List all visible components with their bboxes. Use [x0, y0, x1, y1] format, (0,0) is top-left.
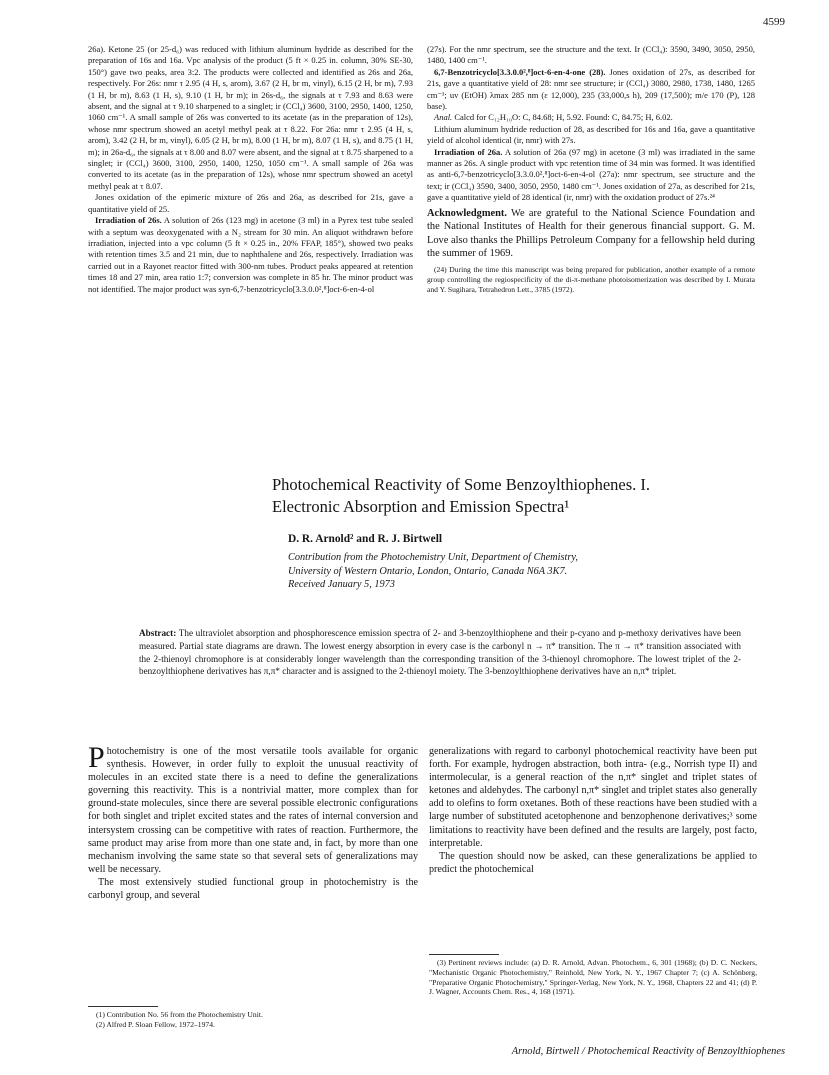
abstract-heading: Abstract:: [139, 628, 177, 638]
experimental-paragraph: (27s). For the nmr spectrum, see the structure and the text. Ir (CCl₄): 3590, 3490, 3050, 2950, 1480, 1400 cm⁻¹.: [427, 44, 755, 66]
body-paragraph: The question should now be asked, can these generalizations be applied to predict the photochemical: [429, 850, 757, 875]
page-number: 4599: [763, 16, 785, 28]
authors: D. R. Arnold² and R. J. Birtwell: [288, 533, 443, 545]
experimental-paragraph: Lithium aluminum hydride reduction of 28, as described for 16s and 16a, gave a quantitative yield of alcohol identical (ir, nmr) with 27s.: [427, 123, 755, 146]
body-right-column: [429, 745, 757, 876]
paragraph-heading: Irradiation of 26s.: [95, 215, 162, 226]
experimental-paragraph: [427, 67, 755, 113]
body-paragraph: [88, 741, 418, 876]
experimental-paragraph: [88, 215, 413, 295]
footnotes-right: [429, 954, 757, 997]
footnotes-left: [88, 1006, 418, 1030]
footnote-rule: [88, 1006, 158, 1007]
affiliation: [288, 551, 758, 592]
paragraph-text: Calcd for C₁₂H₁₀O: C, 84.68; H, 5.92. Found: C, 84.75; H, 6.02.: [454, 112, 673, 123]
experimental-paragraph: [427, 112, 755, 123]
title-line: Photochemical Reactivity of Some Benzoylthiophenes. I.: [272, 475, 651, 494]
affiliation-line: University of Western Ontario, London, Ontario, Canada N6A 3K7.: [288, 565, 568, 577]
title-line: Electronic Absorption and Emission Spectra¹: [272, 497, 570, 516]
acknowledgment-heading: Acknowledgment.: [427, 207, 507, 219]
footnote-24: (24) During the time this manuscript was being prepared for publication, another example of a remote group controlling the regiospecificity of the di-π-methane photoisomerization was described by I. Murata and Y. Sugihara, Tetrahedron Lett., 3785 (1972).: [427, 265, 755, 294]
abstract-text: The ultraviolet absorption and phosphorescence emission spectra of 2- and 3-benzoylthiophene and their p-cyano and p-methoxy derivatives have been measured. Partial state diagrams are drawn. The lowest energy absorption in every case is the carbonyl n → π* transition. The π → π* transition associated with the 2-thienoyl chromophore is at considerably longer wavelength than the corresponding transition of the 3-thienoyl chromophore. The lowest triplet of the 2-benzoylthiophene derivatives has π,π* character and is assigned to the 2-thienoyl moiety. The 3-benzoylthiophene derivatives have an n,π* triplet.: [139, 628, 742, 677]
paragraph-heading: Anal.: [434, 112, 453, 123]
paragraph-text: hotochemistry is one of the most versatile tools available for organic synthesis. However, in order fully to exploit the unusual reactivity of molecules in an excited state there is a need to define the generalizations governing this reactivity. This is a nontrivial matter, more complex than for ground-state molecules, since there are several possible electronic configurations for both singlet and triplet excited states and the rates of internal conversion and intersystem crossing can be competitive with rates of reaction. Furthermore, the same product may arise from more than one state and, in fact, by more than one mechanism involving the same state so that several sets of generalizations may well be necessary.: [88, 746, 418, 875]
experimental-right-column: [427, 44, 755, 294]
drop-cap: P: [88, 741, 105, 774]
paragraph-text: Jones oxidation of 27s, as described for 21s, gave a quantitative yield of 28: nmr see structure; ir (CCl₄) 3080, 2980, 1738, 1480, 1265 cm⁻¹; uv (EtOH) λmax 285 nm (ε 12,000), 235 (33,000,s h), 209 (17,500); m/e 170 (P), 128 base).: [427, 66, 755, 112]
experimental-paragraph: 26a). Ketone 25 (or 25-d₆) was reduced with lithium aluminum hydride as described for the preparation of 16s and 16a. Vpc analysis of the product (5 ft × 0.25 in. column, 30% SE-30, 150°) gave two peaks, area 3:2. The products were collected and identified as 26s and 26a, respectively. For 26s: nmr τ 2.95 (4 H, s, arom), 3.67 (2 H, br m, vinyl), 6.15 (2 H, br m), 7.93 (1 H, br m), 8.63 (1 H, s), 9.10 (1 H, br m); in 26s-d₆, the signals at τ 7.93 and 8.63 were absent, and the signal at τ 9.10 sharpened to a singlet; ir (CCl₄) 3600, 3100, 2950, 1400, 1250, 1060 cm⁻¹. A small sample of 26s was converted to its acetate (as in the preparation of 12s), whose nmr spectrum showed an acetyl methyl peak at τ 8.22. For 26a: nmr τ 2.95 (4 H, s, arom), 3.42 (2 H, br m, vinyl), 6.05 (2 H, br m), 8.00 (1 H, br m), 8.07 (1 H, s), and 8.75 (1 H, m); in 26a-d₆, the signals at τ 8.00 and 8.07 were absent, and the signal at τ 8.75 sharpened to a singlet; ir (CCl₄) 3600, 3100, 2950, 1400, 1250, 1050 cm⁻¹. A small sample of 26a was converted to its acetate (as in the preparation of 12s), whose nmr spectrum showed an acetyl methyl peak at τ 8.07.: [88, 44, 413, 191]
experimental-paragraph: [427, 147, 755, 204]
footnote-2: (2) Alfred P. Sloan Fellow, 1972–1974.: [96, 1019, 215, 1029]
affiliation-line: Contribution from the Photochemistry Unit, Department of Chemistry,: [288, 552, 578, 563]
paragraph-text: A solution of 26s (123 mg) in acetone (3 ml) in a Pyrex test tube sealed with a septum was deoxygenated with a N₂ stream for 30 min. An aliquot withdrawn before irradiation, injected into a vpc column (5 ft × 0.25 in., 20% FFAP, 185°), showed two peaks with retention times 3.5 and 21 min, due to naphthalene and 26s, respectively. Irradiation was carried out in a Rayonet reactor fitted with 300-nm tubes. Product peaks appeared at retention times 18 and 27 min, area ratio 1:7; conversion was complete in 85 hr. The minor product was not identified. The major product was syn-6,7-benzotricyclo[3.3.0.0²,⁸]oct-6-en-4-ol: [88, 215, 414, 294]
paragraph-text: A solution of 26a (97 mg) in acetone (3 ml) was irradiated in the same manner as 26s. A single product with vpc retention time of 34 min was formed. It was identified as anti-6,7-benzotricyclo[3.3.0.0²,⁸]oct-6-en-4-ol (27a): nmr spectrum, see structure and the text; ir (CCl₄) 3590, 3400, 3050, 2950, 1480 cm⁻¹. Jones oxidation of 27a, as described for 21s, gave a quantitative yield of 28 identical (ir, nmr) with the oxidation product of 27s.²⁴: [427, 146, 755, 203]
body-left-column: [88, 741, 418, 902]
footnote-rule: [429, 954, 499, 955]
footnote-3: (3) Pertinent reviews include: (a) D. R. Arnold, Advan. Photochem., 6, 301 (1968); (b) D. C. Neckers, "Mechanistic Organic Photochemistry," Reinhold, New York, N. Y., 1967 Chapter 7; (c) A. Schönberg, "Preparative Organic Photochemistry," Springer-Verlag, New York, N. Y., 1968, Chapters 22 and 41; (d) P. J. Wagner, Accounts Chem. Res., 4, 168 (1971).: [429, 958, 757, 997]
body-paragraph: generalizations with regard to carbonyl photochemical reactivity have been put forth. For example, hydrogen abstraction, both intra- (e.g., Norrish type II) and intermolecular, is a general reaction of the n,π* singlet and triplet states of ketones and aldehydes. The carbonyl n,π* singlet and triplet states also generally add to olefins to form oxetanes. Both of these reactions have been studied with a large number of substituted acetophenone and benzophenone derivatives;³ some limitations to reactivity have been defined and the results are largely, post facto, interpretable.: [429, 746, 757, 849]
paragraph-heading: Irradiation of 26a.: [434, 146, 503, 157]
footnote-1: (1) Contribution No. 56 from the Photochemistry Unit.: [96, 1010, 263, 1019]
abstract: [139, 627, 741, 678]
paragraph-heading: 6,7-Benzotricyclo[3.3.0.0²,⁸]oct-6-en-4-one (28).: [434, 66, 606, 77]
body-paragraph: The most extensively studied functional group in photochemistry is the carbonyl group, and several: [88, 876, 418, 902]
received-date: Received January 5, 1973: [288, 579, 395, 591]
article-title: [272, 474, 792, 518]
experimental-left-column: [88, 44, 413, 295]
experimental-paragraph: Jones oxidation of the epimeric mixture of 26s and 26a, as described for 21s, gave a quantitative yield of 25.: [88, 192, 413, 214]
running-footer: Arnold, Birtwell / Photochemical Reactivity of Benzoylthiophenes: [511, 1046, 785, 1057]
acknowledgment: [427, 207, 755, 261]
acknowledgment-text: We are grateful to the National Science Foundation and the National Institutes of Health for their generous financial support. G. M. Love also thanks the Phillips Petroleum Company for a fellowship held during the summer of 1969.: [427, 207, 755, 260]
